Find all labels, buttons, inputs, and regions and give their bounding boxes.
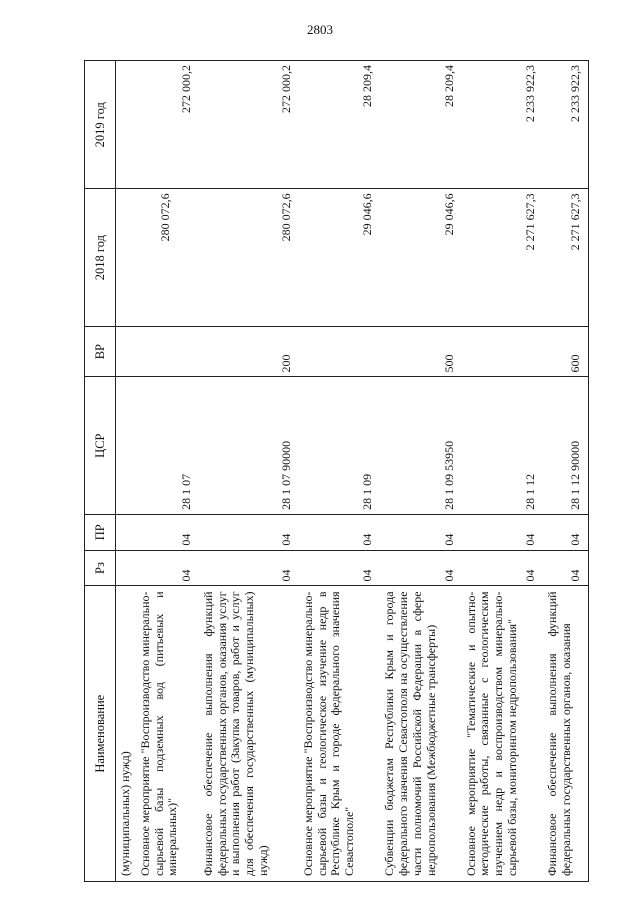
row-2018: 280 072,6 xyxy=(199,189,299,326)
row-pr: 04 xyxy=(136,514,199,550)
table-row xyxy=(199,61,299,882)
table-row xyxy=(543,61,588,882)
row-csr: 28 1 09 53950 xyxy=(380,377,461,514)
row-2019 xyxy=(116,61,136,189)
row-name: Основное мероприятие "Тематические и опытно-методические работы, связанные с геологическим изучением недр и воспроизводством минерально-сырьевой базы, мониторингом недропользования" xyxy=(462,586,543,882)
row-vr: 200 xyxy=(199,326,299,377)
row-csr: 28 1 07 90000 xyxy=(199,377,299,514)
row-rz: 04 xyxy=(462,550,543,586)
row-2018: 29 046,6 xyxy=(299,189,380,326)
row-pr: 04 xyxy=(299,514,380,550)
header-rz: Рз xyxy=(85,550,116,586)
row-csr: 28 1 09 xyxy=(299,377,380,514)
row-vr xyxy=(462,326,543,377)
row-rz xyxy=(116,550,136,586)
row-rz: 04 xyxy=(299,550,380,586)
row-csr: 28 1 07 xyxy=(136,377,199,514)
row-pr: 04 xyxy=(199,514,299,550)
row-2018: 2 271 627,3 xyxy=(543,189,588,326)
header-2019: 2019 год xyxy=(85,61,116,189)
table-row xyxy=(136,61,199,882)
table-row xyxy=(462,61,543,882)
row-pr: 04 xyxy=(543,514,588,550)
row-name: Финансовое обеспечение выполнения функций федеральных государственных органов, оказания услуг и выполнения работ (Закупка товаров, работ и услуг для обеспечения государственных (муниципальных) нужд) xyxy=(199,586,299,882)
budget-table xyxy=(84,60,589,882)
header-name: Наименование xyxy=(85,586,116,882)
row-rz: 04 xyxy=(543,550,588,586)
row-vr: 600 xyxy=(543,326,588,377)
row-2019: 28 209,4 xyxy=(380,61,461,189)
row-name: Финансовое обеспечение выполнения функций федеральных государственных органов, оказания xyxy=(543,586,588,882)
row-csr: 28 1 12 90000 xyxy=(543,377,588,514)
row-csr: 28 1 12 xyxy=(462,377,543,514)
row-vr xyxy=(299,326,380,377)
row-name: Основное мероприятие "Воспроизводство минерально-сырьевой базы подземных вод (питьевых и минеральных)" xyxy=(136,586,199,882)
row-2018: 29 046,6 xyxy=(380,189,461,326)
header-vr: ВР xyxy=(85,326,116,377)
table-row xyxy=(116,61,136,882)
page-number: 2803 xyxy=(307,22,333,37)
table-row xyxy=(299,61,380,882)
row-pr: 04 xyxy=(380,514,461,550)
row-name: Основное мероприятие "Воспроизводство минерально-сырьевой базы и геологическое изучение недр в Республике Крым и городе федерального значения Севастополе" xyxy=(299,586,380,882)
row-2018: 2 271 627,3 xyxy=(462,189,543,326)
row-rz: 04 xyxy=(199,550,299,586)
header-2018: 2018 год xyxy=(85,189,116,326)
row-name: (муниципальных) нужд) xyxy=(116,586,136,882)
row-pr: 04 xyxy=(462,514,543,550)
rotated-table-container xyxy=(84,60,589,882)
header-pr: ПР xyxy=(85,514,116,550)
row-rz: 04 xyxy=(380,550,461,586)
row-name: Субвенции бюджетам Республики Крым и города федерального значения Севастополя на осуществление части полномочий Российской Федерации в сфере недропользования (Межбюджетные трансферты) xyxy=(380,586,461,882)
row-pr xyxy=(116,514,136,550)
row-vr xyxy=(136,326,199,377)
row-2019: 28 209,4 xyxy=(299,61,380,189)
row-rz: 04 xyxy=(136,550,199,586)
header-row xyxy=(85,61,116,882)
row-vr: 500 xyxy=(380,326,461,377)
table-row xyxy=(380,61,461,882)
row-2019: 272 000,2 xyxy=(136,61,199,189)
header-csr: ЦСР xyxy=(85,377,116,514)
row-vr xyxy=(116,326,136,377)
row-2019: 272 000,2 xyxy=(199,61,299,189)
row-2019: 2 233 922,3 xyxy=(543,61,588,189)
row-2018: 280 072,6 xyxy=(136,189,199,326)
row-2019: 2 233 922,3 xyxy=(462,61,543,189)
row-2018 xyxy=(116,189,136,326)
row-csr xyxy=(116,377,136,514)
